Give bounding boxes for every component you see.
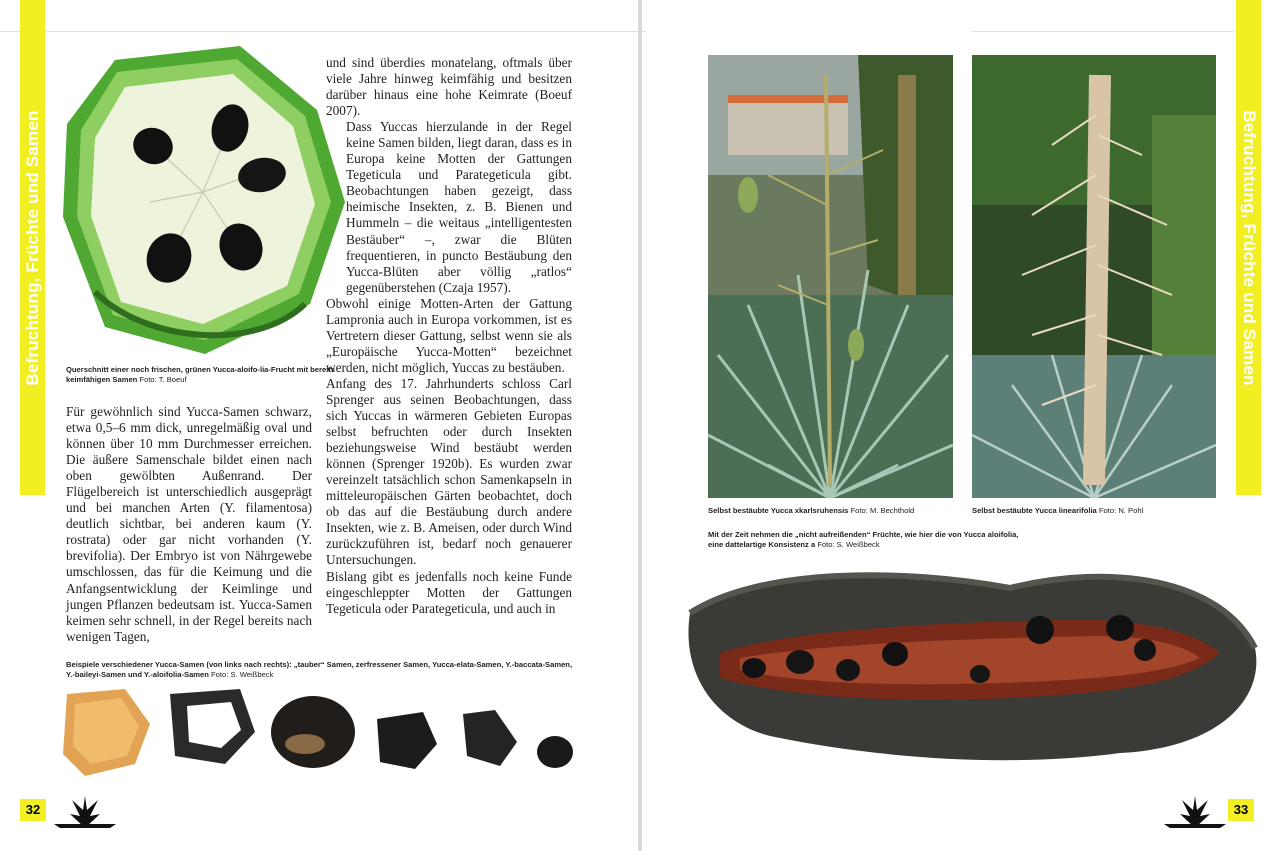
page-footer-right xyxy=(1160,794,1260,830)
section-title-right: Befruchtung, Früchte und Samen xyxy=(1239,109,1259,386)
page-number-right: 33 xyxy=(1228,799,1254,821)
yucca-logo-icon xyxy=(50,794,120,830)
text-column-2 xyxy=(326,55,572,617)
header-rule-right-b xyxy=(972,31,1234,32)
yucca-karlsruhensis-photo xyxy=(708,55,953,498)
fruit-cross-section-photo xyxy=(55,42,350,362)
seeds-caption-credit: Foto: S. Weißbeck xyxy=(211,670,274,679)
col1-paragraph: Für gewöhnlich sind Yucca-Samen schwarz, etwa 0,5–6 mm dick, unregelmäßig oval und können über 10 mm Durchmesser erreichen. Die äußere Samenschale bildet einen nach oben gewölbten Außenrand. Der Flügelbereich ist unterschiedlich ausgeprägt und bei manchen Arten (Y. filamentosa) deutlich sichtbar, bei anderen kaum (Y. rostrata) oder gar nicht vorhanden (Y. brevifolia). Der Embryo ist von Nährgewebe umschlossen, das für die Keimung und die Anfangsentwicklung der Keimlinge und jungen Pflanzen bedeutsam ist. Yucca-Samen keimen sehr schnell, in der Regel bereits nach wenigen Tagen, xyxy=(66,404,312,644)
section-tab-left xyxy=(20,0,45,495)
col2-paragraph-4: Anfang des 17. Jahrhunderts schloss Carl Sprenger aus seinen Beobachtungen, dass sich Yuccas in wärmeren Gebieten Europas selbst befruchten oder durch Insekten beziehungsweise Wind bestäubt werden können (Sprenger 1920b). Es wurden zwar vereinzelt tatsächlich schon Samenkapseln in mitteleuropäischen Gärten beobachtet, doch ob das auf die Bestäubung durch andere Insekten, wie z. B. Ameisen, oder durch Wind zurückzuführen ist, bedarf noch genauerer Untersuchungen. xyxy=(326,375,572,568)
right-page xyxy=(642,0,1280,851)
seeds-caption xyxy=(66,660,576,680)
yucca-logo-icon xyxy=(1160,794,1230,830)
seeds-caption-text: Beispiele verschiedener Yucca-Samen (von links nach rechts): „tauber“ Samen, zerfressener Samen, Yucca-elata-Samen, Y.-baccata-Samen, Y.-baileyi-Samen und Y.-aloifolia-Samen xyxy=(66,660,573,679)
left-page xyxy=(0,0,638,851)
page-footer-left xyxy=(20,794,120,830)
photo2-caption-credit: Foto: N. Pohl xyxy=(1098,506,1144,515)
section-tab-right xyxy=(1236,0,1261,495)
col2-paragraph-2: Dass Yuccas hierzulande in der Regel keine Samen bilden, liegt daran, dass es in Europa keine Motten der Gattungen Tegeticula und Parategeticula gibt. Beobachtungen haben gezeigt, dass heimische Insekten, z. B. Bienen und Hummeln – die weitaus „intelligentesten Bestäuber“ –, zwar die Blüten frequentieren, in puncto Bestäubung den Yucca-Blüten aber völlig „ratlos“ gegenüberstehen (Czaja 1957). xyxy=(346,119,572,295)
header-rule-right-a xyxy=(642,31,646,32)
photo1-caption xyxy=(708,506,956,516)
yucca-pod-photo xyxy=(680,558,1265,768)
header-rule-left-b xyxy=(46,31,638,32)
text-column-1 xyxy=(66,404,312,645)
pod-caption-text: Mit der Zeit nehmen die „nicht aufreißenden“ Früchte, wie hier die von Yucca aloifolia, eine dattelartige Konsistenz a xyxy=(708,530,1019,549)
fruit-caption-text: Querschnitt einer noch frischen, grünen Yucca-aloifo-lia-Frucht mit bereits keimfähigen Samen xyxy=(66,365,336,384)
col2-paragraph-3: Obwohl einige Motten-Arten der Gattung Lampronia auch in Europa vorkommen, ist es Vertretern dieser Gattung, selbst wenn sie als „Europäische Yucca-Motten“ bezeichnet werden, nicht möglich, Yuccas zu bestäuben. xyxy=(326,295,572,375)
pod-caption xyxy=(708,530,1028,550)
col2-paragraph-1: und sind überdies monatelang, oftmals über viele Jahre hinweg keimfähig und besitzen darüber hinaus eine hohe Keimrate (Boeuf 2007). xyxy=(326,55,572,119)
photo1-caption-text: Selbst bestäubte Yucca xkarlsruhensis xyxy=(708,506,849,515)
col2-paragraph-5: Bislang gibt es jedenfalls noch keine Funde eingeschleppter Motten der Gattungen Tegeticula oder Parategeticula, und auch in xyxy=(326,568,572,616)
yucca-linearifolia-photo xyxy=(972,55,1216,498)
photo2-caption xyxy=(972,506,1220,516)
section-title-left: Befruchtung, Früchte und Samen xyxy=(22,109,42,386)
header-rule-left-a xyxy=(0,31,20,32)
page-number-left: 32 xyxy=(20,799,46,821)
pod-caption-credit: Foto: S. Weißbeck xyxy=(817,540,880,549)
fruit-caption-credit: Foto: T. Boeuf xyxy=(139,375,187,384)
photo1-caption-credit: Foto: M. Bechthold xyxy=(850,506,915,515)
fruit-caption xyxy=(66,365,346,385)
photo2-caption-text: Selbst bestäubte Yucca linearifolia xyxy=(972,506,1097,515)
seeds-row-photo xyxy=(55,684,585,784)
